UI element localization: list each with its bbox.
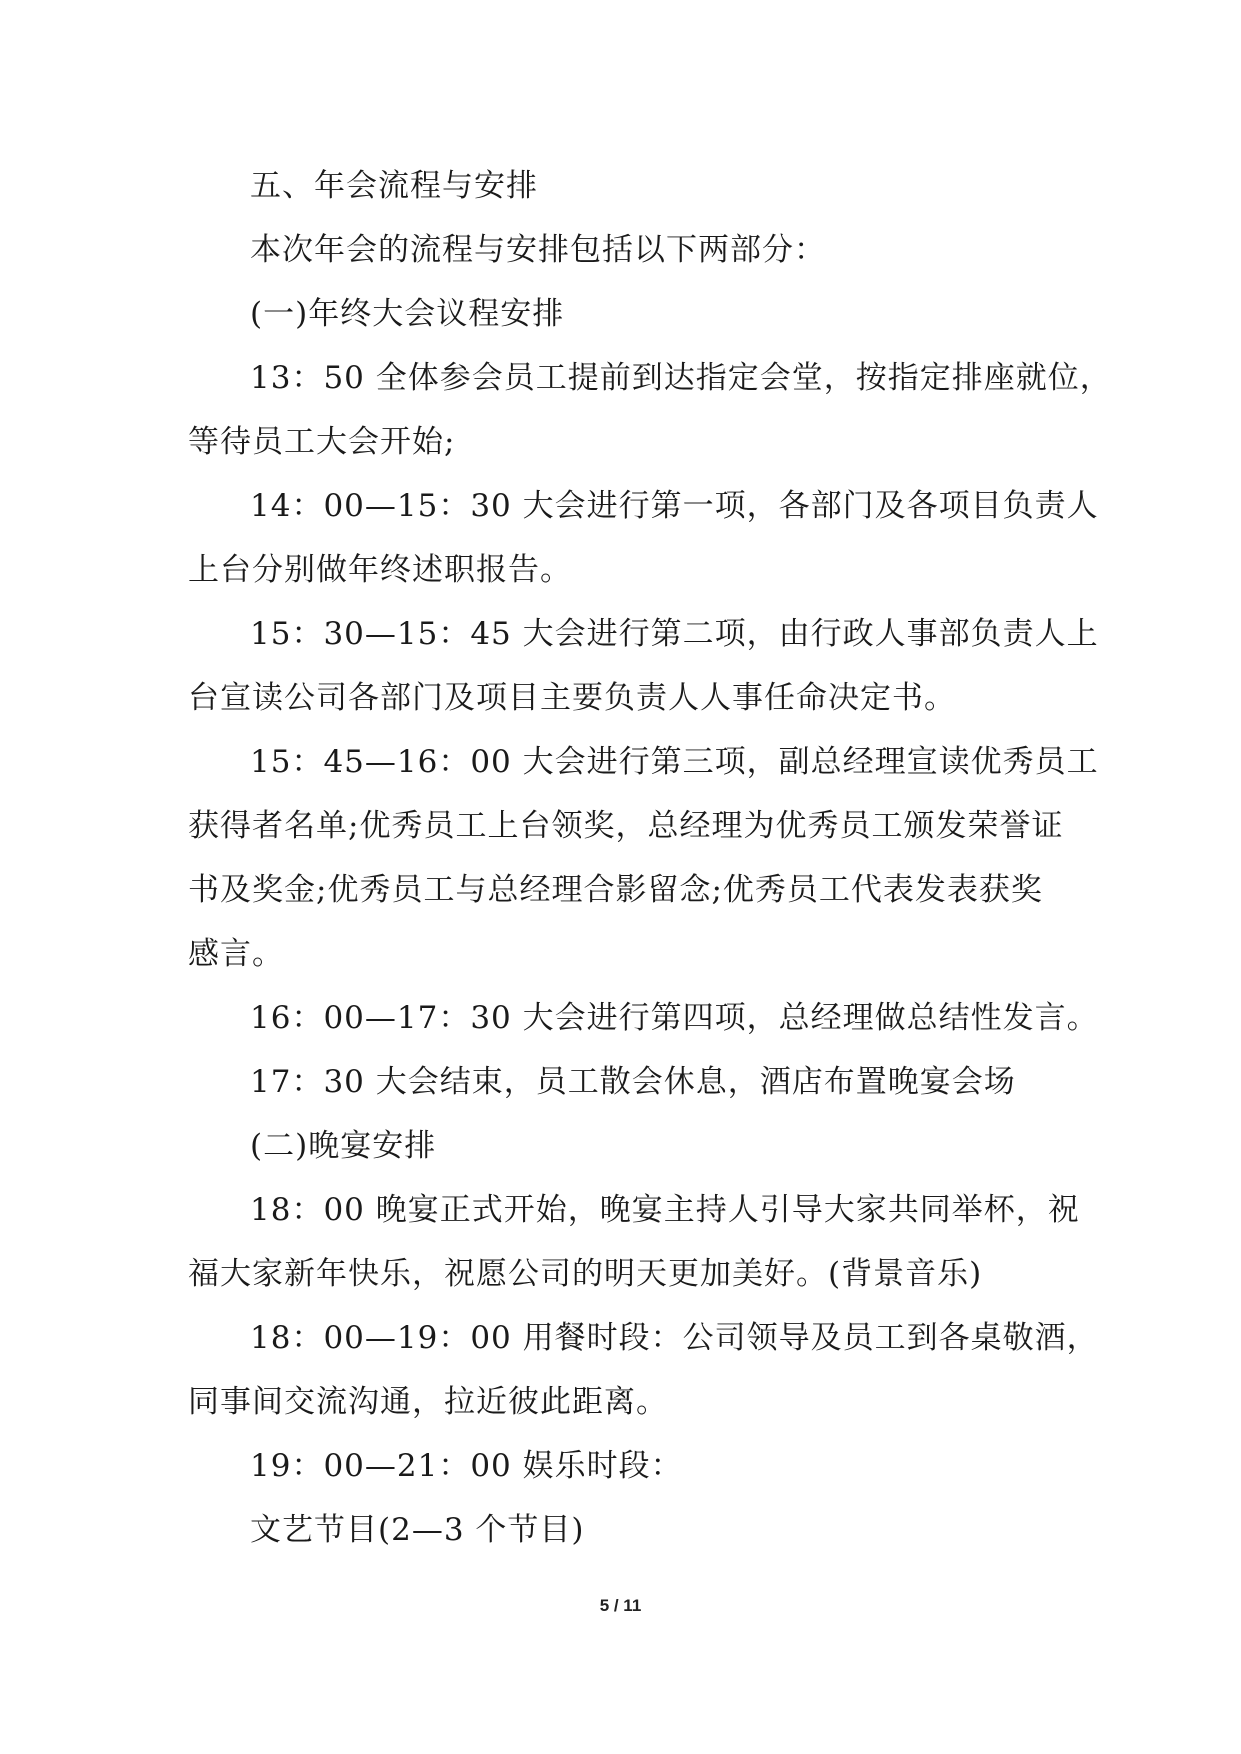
paragraph-line: 14：00—15：30 大会进行第一项，各部门及各项目负责人 — [250, 488, 1099, 524]
paragraph-line: 同事间交流沟通，拉近彼此距离。 — [188, 1384, 668, 1420]
subsection-heading: (二)晚宴安排 — [250, 1128, 437, 1164]
paragraph-line: 台宣读公司各部门及项目主要负责人人事任命决定书。 — [188, 680, 956, 716]
page-number: 5 / 11 — [599, 1596, 642, 1615]
paragraph-line: 18：00—19：00 用餐时段：公司领导及员工到各桌敬酒， — [250, 1320, 1099, 1356]
paragraph-line: 15：30—15：45 大会进行第二项，由行政人事部负责人上 — [250, 616, 1099, 652]
paragraph-line: 15：45—16：00 大会进行第三项，副总经理宣读优秀员工 — [250, 744, 1099, 780]
paragraph-line: 18：00 晚宴正式开始，晚宴主持人引导大家共同举杯，祝 — [250, 1192, 1080, 1228]
paragraph-line: 等待员工大会开始; — [188, 424, 456, 460]
paragraph-line: 感言。 — [188, 936, 284, 972]
paragraph-line: 17：30 大会结束，员工散会休息，酒店布置晚宴会场 — [250, 1064, 1016, 1100]
subsection-heading: (一)年终大会议程安排 — [250, 296, 565, 332]
paragraph-line: 19：00—21：00 娱乐时段： — [250, 1448, 683, 1484]
paragraph-line: 13：50 全体参会员工提前到达指定会堂，按指定排座就位， — [250, 360, 1112, 396]
paragraph-line: 书及奖金;优秀员工与总经理合影留念;优秀员工代表发表获奖 — [188, 872, 1043, 908]
paragraph-line: 上台分别做年终述职报告。 — [188, 552, 572, 588]
paragraph-line: 16：00—17：30 大会进行第四项，总经理做总结性发言。 — [250, 1000, 1099, 1036]
paragraph-line: 福大家新年快乐，祝愿公司的明天更加美好。(背景音乐) — [188, 1256, 983, 1292]
paragraph-line: 获得者名单;优秀员工上台领奖，总经理为优秀员工颁发荣誉证 — [188, 808, 1064, 844]
paragraph-line: 本次年会的流程与安排包括以下两部分： — [250, 232, 826, 268]
paragraph-line: 文艺节目(2—3 个节目) — [250, 1512, 585, 1548]
section-heading: 五、年会流程与安排 — [250, 168, 538, 204]
